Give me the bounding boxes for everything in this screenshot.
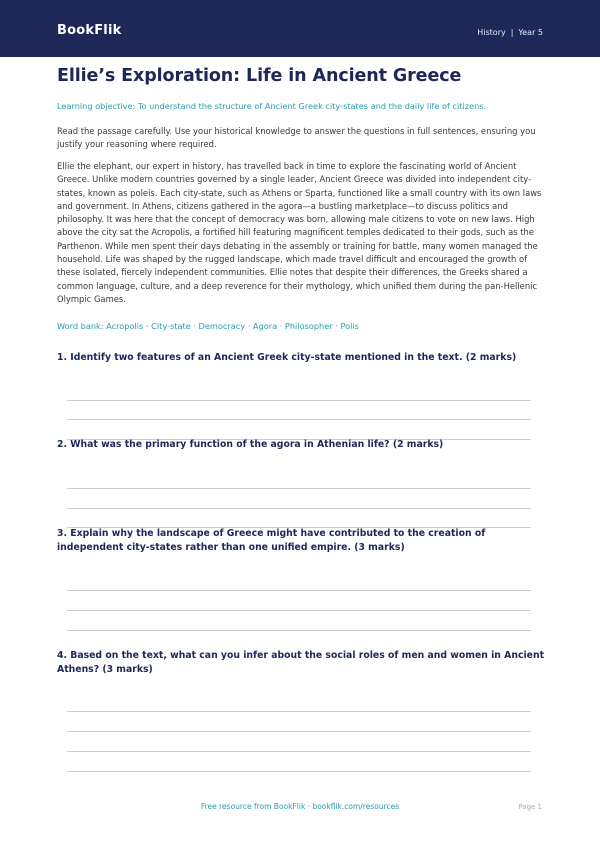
footer-resource-link[interactable]: Free resource from BookFlik · bookflik.com/resources: [200, 802, 400, 811]
brand-logo[interactable]: BookFlik: [57, 23, 122, 38]
year-label: Year 5: [518, 28, 543, 37]
worksheet-title: Ellie’s Exploration: Life in Ancient Greece: [57, 66, 462, 86]
answer-line[interactable]: [67, 731, 531, 732]
learning-objective: Learning objective: To understand the structure of Ancient Greek city-states and the daily life of citizens.: [57, 101, 487, 111]
header-meta: [477, 28, 543, 37]
page-number: Page 1: [518, 803, 542, 811]
answer-line[interactable]: [67, 610, 531, 611]
question-2: 2. What was the primary function of the agora in Athenian life? (2 marks): [57, 439, 444, 450]
meta-separator: |: [510, 28, 514, 37]
header-bar: [0, 0, 600, 57]
question-4: 4. Based on the text, what can you infer about the social roles of men and women in Ancient Athens? (3 marks): [57, 650, 545, 675]
answer-line[interactable]: [67, 488, 531, 489]
word-bank: Word bank: Acropolis · City-state · Democracy · Agora · Philosopher · Polis: [57, 321, 359, 331]
answer-line[interactable]: [67, 630, 531, 631]
answer-line[interactable]: [67, 590, 531, 591]
answer-line[interactable]: [67, 508, 531, 509]
answer-line[interactable]: [67, 400, 531, 401]
answer-line[interactable]: [67, 711, 531, 712]
question-1: 1. Identify two features of an Ancient Greek city-state mentioned in the text. (2 marks): [57, 352, 517, 363]
answer-line[interactable]: [67, 419, 531, 420]
question-3: 3. Explain why the landscape of Greece might have contributed to the creation of independent city-states rather than one unified empire. (3 marks): [57, 528, 486, 553]
reading-passage: Ellie the elephant, our expert in history, has travelled back in time to explore the fascinating world of Ancient Greece. Unlike modern countries governed by a single leader, Ancient Greece was divided into independent city-states, known as poleis. Each city-state, such as Athens or Sparta, functioned like a small country with its own laws and government. In Athens, citizens gathered in the agora—a bustling marketplace—to discuss politics and philosophy. It was here that the concept of democracy was born, allowing male citizens to vote on new laws. High above the city sat the Acropolis, a fortified hill featuring magnificent temples dedicated to their gods, such as the Parthenon. While men spent their days debating in the assembly or training for battle, many women managed the household. Life was shaped by the rugged landscape, which made travel difficult and encouraged the growth of these isolated, fiercely independent communities. Ellie notes that despite their differences, the Greeks shared a common language, culture, and a deep reverence for their mythology, which unified them during the pan-Hellenic Olympic Games.: [57, 161, 542, 304]
answer-line[interactable]: [67, 771, 531, 772]
subject-label: History: [477, 28, 506, 37]
answer-line[interactable]: [67, 751, 531, 752]
instructions-text: Read the passage carefully. Use your historical knowledge to answer the questions in full sentences, ensuring you justify your reasoning where required.: [57, 126, 536, 150]
